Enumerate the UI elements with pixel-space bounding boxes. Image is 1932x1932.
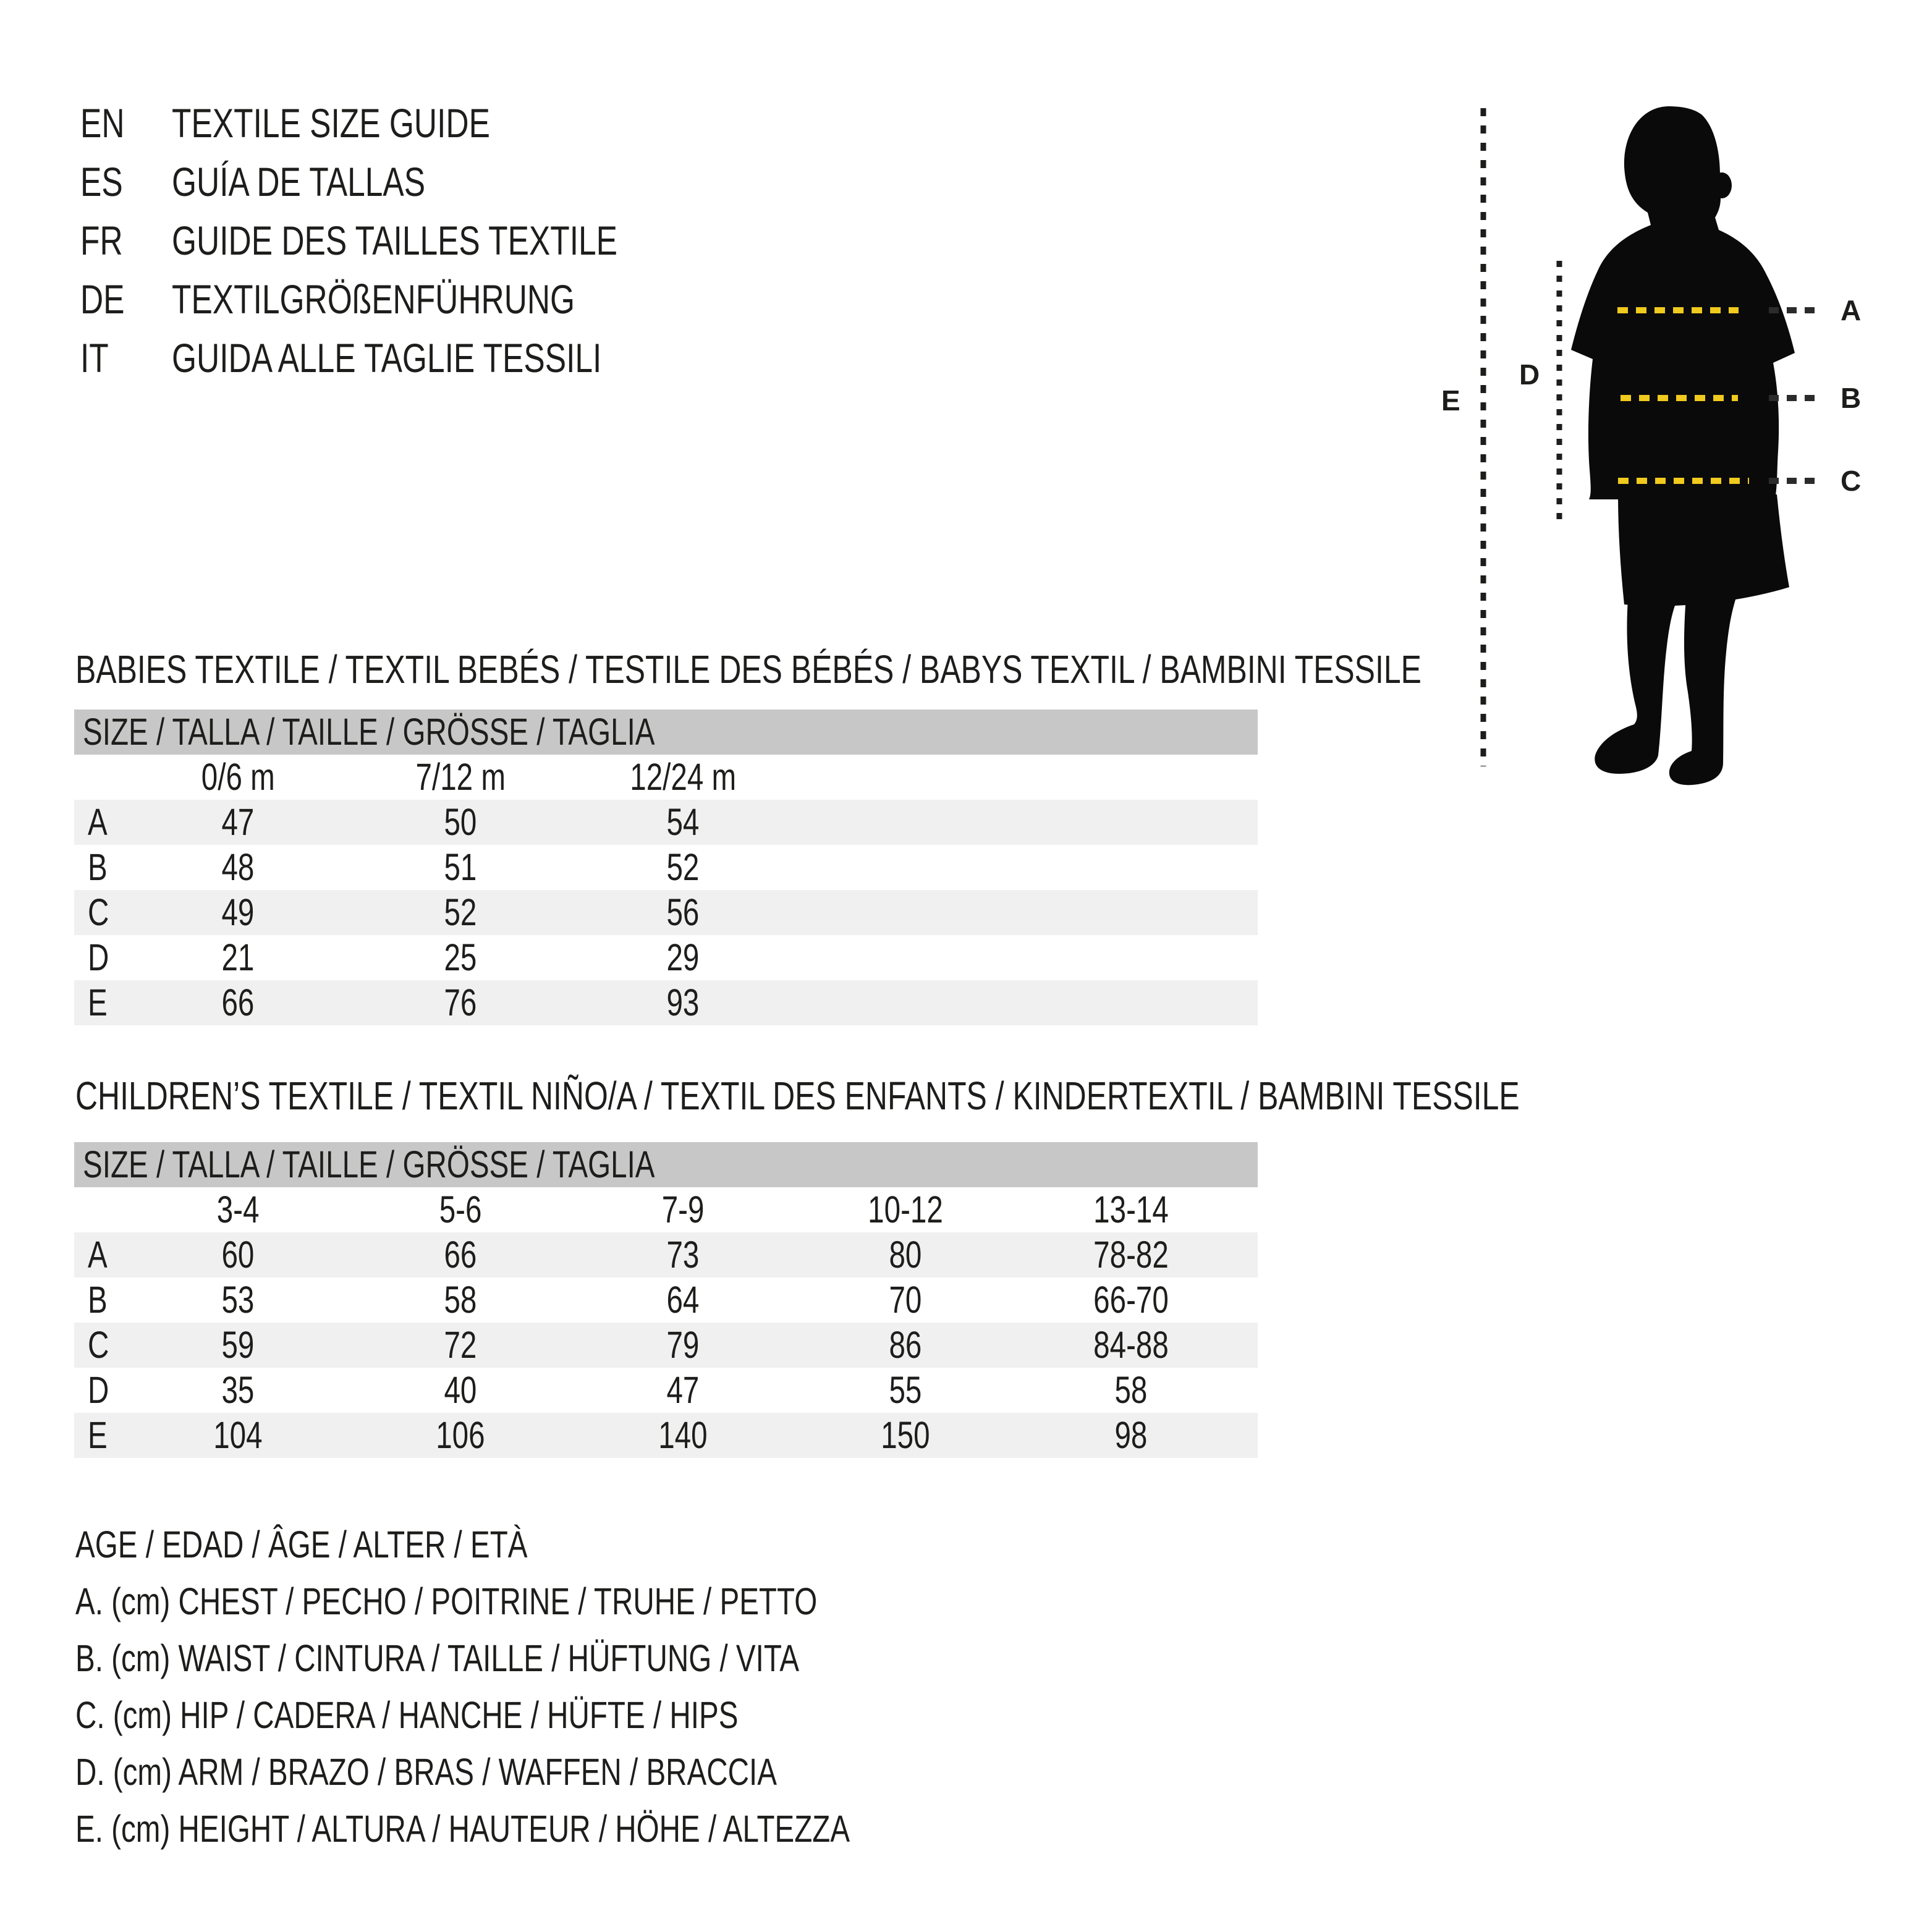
table-row-c: C 59 72 79 86 84-88: [74, 1323, 1258, 1368]
table-row-d: D 35 40 47 55 58: [88, 1369, 1148, 1411]
figure-label-b: B: [1841, 382, 1862, 414]
figure-label-c: C: [1841, 465, 1862, 497]
silhouette-shorts: [1618, 494, 1789, 606]
babies-size-table: [74, 710, 1258, 1025]
language-row-it: [0, 337, 1360, 387]
legend-age: AGE / EDAD / ÂGE / ALTER / ETÀ: [75, 1523, 528, 1566]
figure-label-e: E: [1441, 384, 1460, 417]
language-row-de: [0, 276, 1360, 328]
children-section-title: CHILDREN’S TEXTILE / TEXTIL NIÑO/A / TEXTIL DES ENFANTS / KINDERTEXTIL / BAMBINI TESSILE: [75, 1074, 1520, 1118]
table-row-c: C 49 52 56: [74, 890, 1258, 935]
page-title-en: TEXTILE SIZE GUIDE: [172, 100, 490, 146]
language-code-fr: FR: [80, 218, 123, 263]
legend-waist: B. (cm) WAIST / CINTURA / TAILLE / HÜFTUNG / VITA: [75, 1637, 800, 1679]
figure-label-a: A: [1841, 294, 1862, 326]
silhouette-ear: [1712, 172, 1732, 198]
page-title-es: GUÍA DE TALLAS: [172, 159, 426, 205]
silhouette-head-torso: [1571, 106, 1795, 499]
table-row-b: B 53 58 64 70 66-70: [88, 1279, 1169, 1321]
children-column-headers: 3-4 5-6 7-9 10-12 13-14: [216, 1188, 1169, 1231]
measurement-figure: [1440, 87, 1932, 878]
figure-label-d: D: [1519, 358, 1540, 391]
table-row-a: A 47 50 54: [74, 800, 1258, 845]
legend-chest: A. (cm) CHEST / PECHO / POITRINE / TRUHE / PETTO: [75, 1580, 818, 1622]
table-row-e: E 104 106 140 150 98: [74, 1413, 1258, 1458]
language-code-de: DE: [80, 276, 125, 322]
page-title-it: GUIDA ALLE TAGLIE TESSILI: [172, 335, 602, 381]
language-row-es: [0, 161, 1360, 211]
language-code-es: ES: [80, 159, 123, 205]
silhouette-right-leg: [1669, 597, 1736, 785]
babies-column-headers: 0/6 m 7/12 m 12/24 m: [201, 756, 736, 798]
babies-section-title: BABIES TEXTILE / TEXTIL BEBÉS / TESTILE DES BÉBÉS / BABYS TEXTIL / BAMBINI TESSILE: [75, 647, 1421, 692]
babies-table-header: SIZE / TALLA / TAILLE / GRÖSSE / TAGLIA: [74, 710, 1258, 755]
language-row-fr: [0, 220, 1360, 269]
table-row-a: A 60 66 73 80 78-82: [74, 1232, 1258, 1277]
legend-hip: C. (cm) HIP / CADERA / HANCHE / HÜFTE / HIPS: [75, 1694, 739, 1736]
legend-arm: D. (cm) ARM / BRAZO / BRAS / WAFFEN / BRACCIA: [75, 1751, 777, 1793]
table-row-d: D 21 25 29: [88, 936, 700, 978]
language-code-en: EN: [80, 100, 125, 146]
legend-height: E. (cm) HEIGHT / ALTURA / HAUTEUR / HÖHE / ALTEZZA: [75, 1808, 850, 1850]
children-size-table: [74, 1142, 1258, 1458]
language-code-it: IT: [80, 335, 109, 381]
page-title-fr: GUIDE DES TAILLES TEXTILE: [172, 218, 617, 263]
language-row-en: [0, 100, 1360, 152]
table-row-e: E 66 76 93: [74, 980, 1258, 1025]
page-title-de: TEXTILGRÖßENFÜHRUNG: [172, 276, 575, 322]
children-table-header: SIZE / TALLA / TAILLE / GRÖSSE / TAGLIA: [74, 1142, 1258, 1187]
table-row-b: B 48 51 52: [88, 846, 700, 888]
